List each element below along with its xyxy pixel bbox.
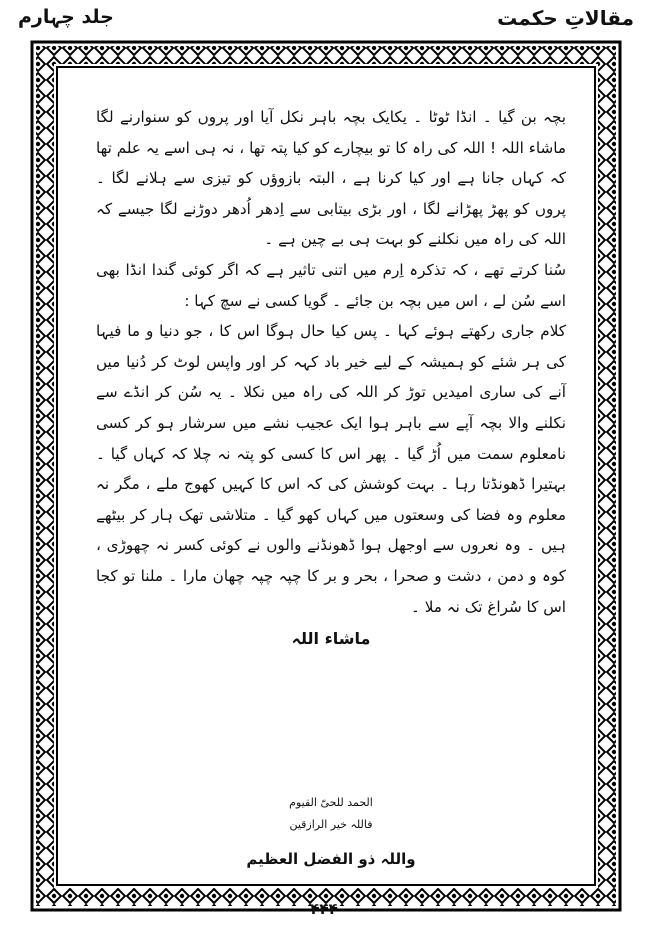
- signature-line: ماشاء اللہ: [291, 629, 371, 649]
- paragraph-3: کلام جاری رکھتے ہوئے کہا ۔ پس کیا حال ہوگا اس کا ، جو دنیا و ما فیہا کی ہر شئے کو ہمیشہ کے لیے خیر باد کہہ کر اور واپس لوٹ کر دُنیا میں آنے کی ساری امیدیں توڑ کر اللہ کی راہ میں نکلا ۔ یہ سُن کر انڈے سے نکلنے والا بچہ آپے سے باہر ہوا ایک عجیب نشے میں سرشار ہو کر کسی نامعلوم سمت میں اُڑ گیا ۔ پھر اس کا کسی کو پتہ نہ چلا کہ کہاں گیا ۔ بہتیرا ڈھونڈتا رہا ۔ بہت کوشش کی کہ اس کا کہیں کھوج ملے ، مگر نہ معلوم وہ فضا کی وسعتوں میں کہاں کھو گیا ۔ متلاشی تھک ہار کر بیٹھے ہیں ۔ وہ نعروں سے اوجھل ہوا ڈھونڈنے والوں نے کوئی کسر نہ چھوڑی ، کوہ و دمن ، دشت و صحرا ، بحر و بر کا چپہ چپہ چھان مارا ۔ ملنا تو کجا اس کا سُراغ تک نہ ملا ۔: [96, 322, 566, 616]
- page-number: ۴۴۴: [310, 900, 338, 918]
- paragraph-1: بچہ بن گیا ۔ انڈا ٹوٹا ۔ یکایک بچہ باہر نکل آیا اور پروں کو سنوارنے لگا ماشاء اللہ ! اللہ کی راہ کا تو بیچارے کو کیا پتہ تھا ، نہ ہی اسے یہ علم تھا کہ کہاں جانا ہے اور کیا کرنا ہے ، البتہ بازوؤں کو تیزی سے ہلانے لگا ۔ پروں کو پھڑ پھڑانے لگا ، اور بڑی بیتابی سے اِدھر اُدھر دوڑنے لگا جیسے کہ اللہ کی راہ میں نکلنے کو بہت ہی بے چین ہے ۔: [96, 108, 566, 249]
- closing-line-3: واللہ ذو الفضل العظیم: [246, 850, 416, 868]
- closing-line-1: الحمد للحیّ القیوم: [289, 796, 373, 809]
- paragraph-2: سُنا کرتے تھے ، کہ تذکرہ اِرم میں اتنی تاثیر ہے کہ اگر کوئی گندا انڈا بھی اسے سُن لے ، اس میں بچہ بن جائے ۔ گویا کسی نے سچ کہا :: [96, 260, 566, 310]
- page-body: [96, 102, 566, 654]
- closing-line-2: فاللہ خیر الرازقین: [289, 818, 373, 831]
- volume-label: جلد چہارم: [18, 6, 114, 28]
- page-header: [0, 4, 648, 38]
- book-title: مقالاتِ حکمت: [497, 6, 634, 30]
